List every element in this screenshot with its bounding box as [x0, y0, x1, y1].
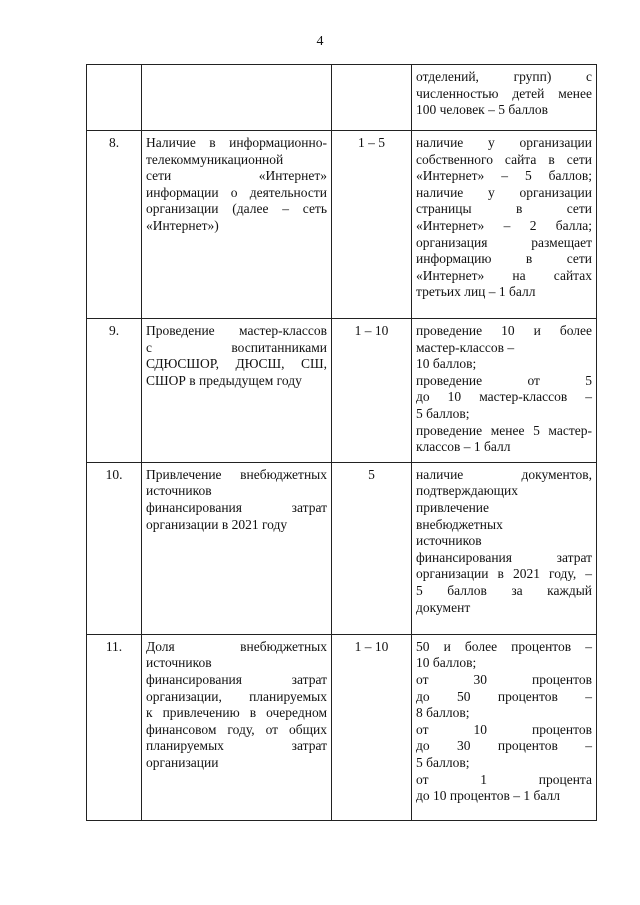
criteria-table-body — [87, 65, 597, 821]
row-number: 9. — [87, 319, 142, 463]
description-line: 10 баллов; — [416, 356, 477, 372]
description-line: собственного сайта в сети — [416, 151, 592, 167]
row-number: 11. — [87, 634, 142, 820]
description-line: «Интернет» на сайтах — [416, 267, 592, 283]
criterion-line: с воспитанниками — [146, 339, 327, 355]
description-line: от 1 процента — [416, 771, 592, 787]
description-line: источников — [416, 533, 482, 549]
description-line: 50 и более процентов – — [416, 638, 592, 654]
description-line: организации в 2021 году, – — [416, 566, 592, 582]
description-line: от 10 процентов — [416, 721, 592, 737]
page-number: 4 — [316, 34, 324, 49]
criterion-line: СДЮСШОР, ДЮСШ, СШ, — [146, 356, 327, 372]
criterion-line: информации о деятельности — [146, 184, 327, 200]
description-line: 100 человек – 5 баллов — [416, 102, 548, 118]
table-row — [87, 319, 597, 463]
description-line: финансирования затрат — [416, 549, 592, 565]
description-line: численностью детей менее — [416, 85, 592, 101]
description-line: организация размещает — [416, 234, 592, 250]
table-row — [87, 462, 597, 634]
criterion-line: финансирования затрат — [146, 671, 327, 687]
criterion-cell — [142, 319, 332, 463]
criterion-line: Доля внебюджетных — [146, 638, 327, 654]
criterion-line: СШОР в предыдущем году — [146, 372, 302, 388]
description-line: наличие у организации — [416, 135, 592, 150]
points-cell: 1 – 10 — [332, 634, 412, 820]
description-line: 5 баллов; — [416, 754, 470, 770]
row-number: 10. — [87, 462, 142, 634]
description-line: 5 баллов за каждый — [416, 582, 592, 598]
criterion-line: источников — [146, 655, 212, 671]
description-cell — [412, 319, 597, 463]
description-line: мастер-классов – — [416, 339, 515, 355]
description-line: проведение менее 5 мастер- — [416, 422, 592, 438]
description-line: наличие документов, — [416, 466, 592, 482]
description-line: проведение 10 и более — [416, 323, 592, 338]
criterion-line: организации — [146, 754, 219, 770]
description-line: до 10 мастер-классов – — [416, 389, 592, 405]
criterion-line: к привлечению в очередном — [146, 705, 327, 721]
description-line: до 10 процентов – 1 балл — [416, 788, 560, 804]
criterion-line: сети «Интернет» — [146, 168, 327, 184]
criterion-line: источников — [146, 483, 212, 499]
criterion-line: планируемых затрат — [146, 738, 327, 754]
criterion-line: организации в 2021 году — [146, 516, 288, 532]
criterion-line: организации, планируемых — [146, 688, 327, 704]
criterion-cell — [142, 634, 332, 820]
criterion-cell — [142, 65, 332, 131]
points-cell: 5 — [332, 462, 412, 634]
description-line: документ — [416, 599, 471, 615]
description-line: до 50 процентов – — [416, 688, 592, 704]
criterion-line: Наличие в информационно- — [146, 135, 327, 150]
criterion-cell — [142, 462, 332, 634]
description-cell — [412, 462, 597, 634]
description-line: страницы в сети — [416, 201, 592, 217]
description-cell — [412, 634, 597, 820]
description-line: 5 баллов; — [416, 405, 470, 421]
criterion-line: телекоммуникационной — [146, 151, 284, 167]
description-line: «Интернет» – 5 баллов; — [416, 168, 592, 184]
criterion-line: Привлечение внебюджетных — [146, 466, 327, 482]
points-cell: 1 – 5 — [332, 131, 412, 319]
description-line: проведение от 5 — [416, 372, 592, 388]
description-line: информацию в сети — [416, 251, 592, 267]
description-line: подтверждающих — [416, 483, 519, 499]
description-cell — [412, 65, 597, 131]
description-line: классов – 1 балл — [416, 439, 511, 455]
description-line: внебюджетных — [416, 516, 503, 532]
criterion-line: Проведение мастер-классов — [146, 323, 327, 338]
description-line: 10 баллов; — [416, 655, 477, 671]
points-cell — [332, 65, 412, 131]
criterion-line: финансовом году, от общих — [146, 721, 327, 737]
description-cell — [412, 131, 597, 319]
description-line: 8 баллов; — [416, 705, 470, 721]
description-line: третьих лиц – 1 балл — [416, 284, 536, 300]
table-row — [87, 634, 597, 820]
table-row — [87, 65, 597, 131]
description-line: наличие у организации — [416, 184, 592, 200]
description-line: «Интернет» – 2 балла; — [416, 217, 592, 233]
criterion-cell — [142, 131, 332, 319]
criterion-line: финансирования затрат — [146, 499, 327, 515]
criterion-line: организации (далее – сеть — [146, 201, 327, 217]
description-line: отделений, групп) с — [416, 69, 592, 84]
description-line: от 30 процентов — [416, 671, 592, 687]
criterion-line: «Интернет») — [146, 217, 219, 233]
points-cell: 1 – 10 — [332, 319, 412, 463]
description-line: до 30 процентов – — [416, 738, 592, 754]
criteria-table — [86, 64, 597, 821]
description-line: привлечение — [416, 499, 490, 515]
table-row — [87, 131, 597, 319]
row-number: 8. — [87, 131, 142, 319]
row-number — [87, 65, 142, 131]
